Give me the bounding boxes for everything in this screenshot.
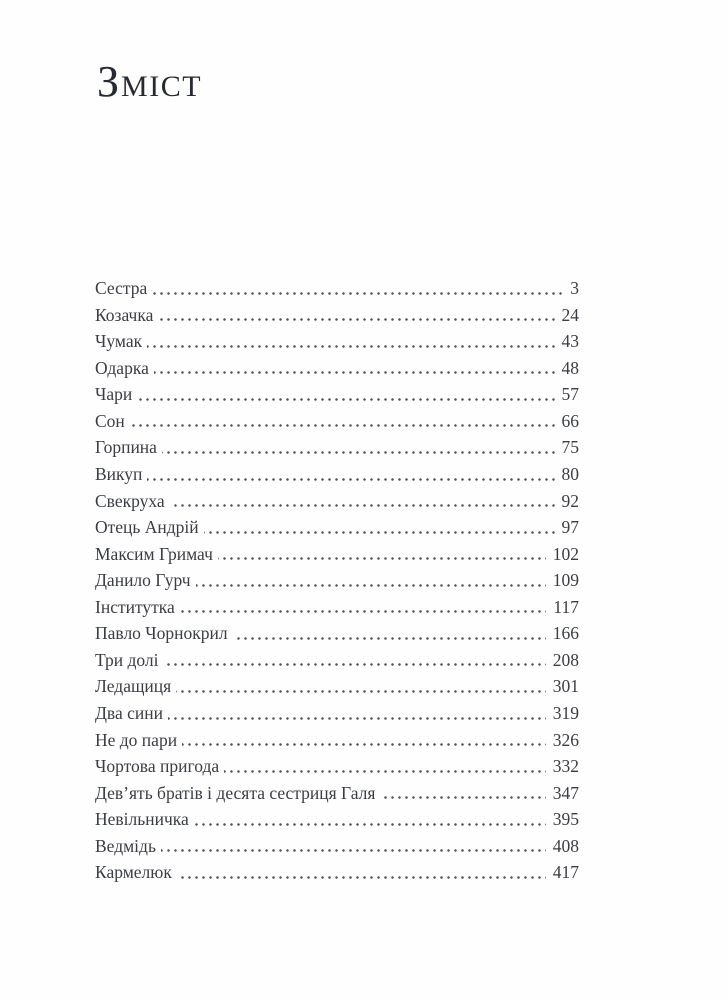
toc-entry-page: 109 xyxy=(546,567,579,594)
toc-row xyxy=(95,541,579,568)
toc-entry-title: Павло Чорнокрил xyxy=(95,620,233,647)
toc-entry-title: Невільничка xyxy=(95,806,194,833)
toc-row xyxy=(95,859,579,886)
toc-entry-title: Козачка xyxy=(95,302,158,329)
toc-entry-title: Чари xyxy=(95,381,137,408)
toc-entry-page: 208 xyxy=(546,647,579,674)
toc-entry-page: 102 xyxy=(546,541,579,568)
toc-entry-title: Данило Гурч xyxy=(95,567,196,594)
page-title: ЗМІСТ xyxy=(97,57,203,106)
toc-entry-page: 301 xyxy=(546,673,579,700)
toc-entry-title: Свекруха xyxy=(95,488,170,515)
toc-entry-title: Чумак xyxy=(95,328,147,355)
toc-row xyxy=(95,302,579,329)
toc-row xyxy=(95,780,579,807)
toc-entry-page: 66 xyxy=(555,408,580,435)
toc-entry-title: Отець Андрій xyxy=(95,514,204,541)
toc-entry-page: 48 xyxy=(555,355,580,382)
toc-entry-page: 395 xyxy=(546,806,579,833)
toc-entry-page: 75 xyxy=(555,434,580,461)
toc-row xyxy=(95,408,579,435)
toc-entry-title: Максим Гримач xyxy=(95,541,218,568)
toc-entry-page: 3 xyxy=(563,275,579,302)
toc-entry-page: 43 xyxy=(555,328,580,355)
toc-row xyxy=(95,727,579,754)
toc-row xyxy=(95,806,579,833)
toc-row xyxy=(95,514,579,541)
toc-entry-title: Не до пари xyxy=(95,727,182,754)
toc-row xyxy=(95,647,579,674)
toc-entry-title: Кармелюк xyxy=(95,859,177,886)
toc-entry-title: Два сини xyxy=(95,700,168,727)
toc-list xyxy=(95,275,579,886)
toc-entry-page: 319 xyxy=(546,700,579,727)
toc-entry-title: Чортова пригода xyxy=(95,753,224,780)
toc-row xyxy=(95,700,579,727)
toc-entry-page: 417 xyxy=(546,859,579,886)
toc-entry-title: Ледащиця xyxy=(95,673,176,700)
toc-row xyxy=(95,620,579,647)
toc-entry-title: Сон xyxy=(95,408,130,435)
toc-row xyxy=(95,833,579,860)
toc-entry-title: Одарка xyxy=(95,355,154,382)
toc-entry-title: Викуп xyxy=(95,461,147,488)
toc-row xyxy=(95,355,579,382)
toc-row xyxy=(95,567,579,594)
toc-row xyxy=(95,488,579,515)
toc-row xyxy=(95,673,579,700)
toc-row xyxy=(95,461,579,488)
toc-entry-page: 326 xyxy=(546,727,579,754)
toc-entry-page: 80 xyxy=(555,461,580,488)
toc-entry-page: 24 xyxy=(555,302,580,329)
toc-entry-page: 57 xyxy=(555,381,580,408)
toc-row xyxy=(95,328,579,355)
toc-row xyxy=(95,753,579,780)
toc-entry-title: Ведмідь xyxy=(95,833,161,860)
toc-entry-title: Інститутка xyxy=(95,594,180,621)
toc-row xyxy=(95,594,579,621)
toc-entry-page: 97 xyxy=(555,514,580,541)
toc-row xyxy=(95,381,579,408)
toc-entry-page: 166 xyxy=(546,620,579,647)
toc-entry-title: Горпина xyxy=(95,434,162,461)
toc-entry-title: Три долі xyxy=(95,647,164,674)
toc-entry-page: 92 xyxy=(555,488,580,515)
toc-entry-page: 347 xyxy=(546,780,579,807)
toc-row xyxy=(95,434,579,461)
toc-entry-page: 332 xyxy=(546,753,579,780)
toc-entry-page: 117 xyxy=(546,594,579,621)
toc-entry-page: 408 xyxy=(546,833,579,860)
toc-entry-title: Сестра xyxy=(95,275,152,302)
toc-entry-title: Дев’ять братів і десята сестриця Галя xyxy=(95,780,380,807)
toc-row xyxy=(95,275,579,302)
